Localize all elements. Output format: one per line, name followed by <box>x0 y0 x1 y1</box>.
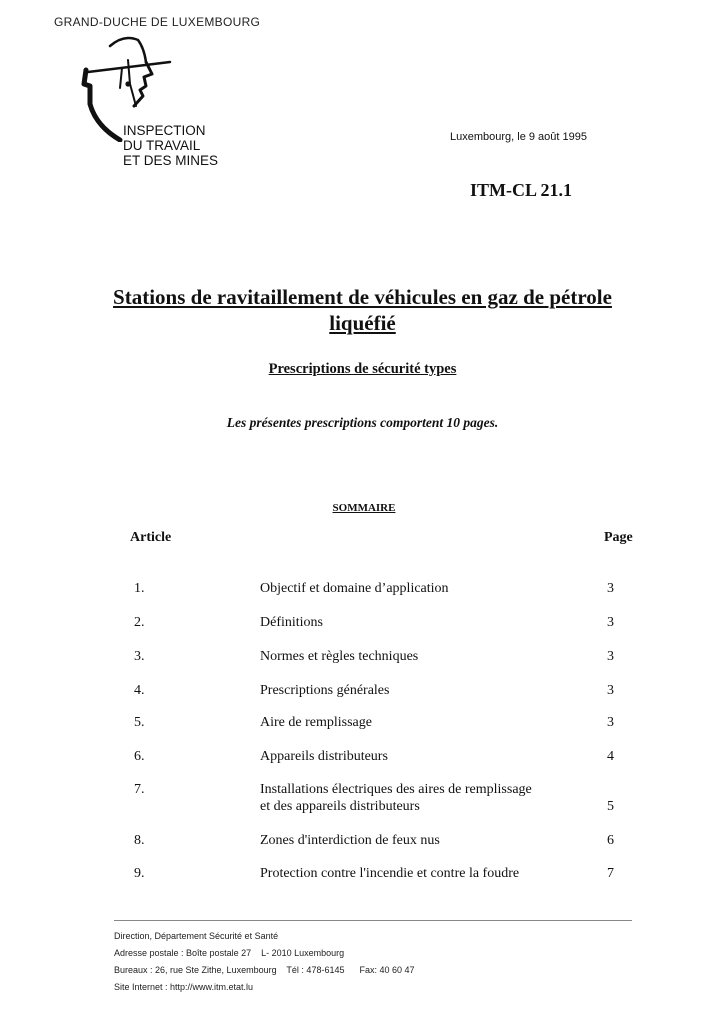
toc-label: Définitions <box>260 615 323 630</box>
footer-line: Bureaux : 26, rue Ste Zithe, Luxembourg Tél : 478-6145 Fax: 40 60 47 <box>114 965 415 975</box>
column-header-page: Page <box>604 530 633 545</box>
toc-number: 6. <box>134 749 145 764</box>
footer-address <box>114 928 415 996</box>
toc-number: 1. <box>134 581 145 596</box>
page-count-note: Les présentes prescriptions comportent 10 pages. <box>226 415 499 430</box>
toc-page: 4 <box>607 749 614 764</box>
toc-label: Appareils distributeurs <box>260 749 388 764</box>
toc-number: 4. <box>134 683 145 698</box>
toc-number: 5. <box>134 715 145 730</box>
toc-page: 6 <box>607 833 614 848</box>
title-line-1: Stations de ravitaillement de véhicules en gaz de pétrole <box>113 285 612 309</box>
toc-page: 3 <box>607 615 614 630</box>
document-title <box>80 284 645 336</box>
toc-page: 7 <box>607 866 614 881</box>
document-reference: ITM-CL 21.1 <box>469 180 572 200</box>
summary-heading: SOMMAIRE <box>332 502 396 514</box>
toc-page: 3 <box>607 715 614 730</box>
footer-website-link[interactable]: Site Internet : http://www.itm.etat.lu <box>114 982 254 992</box>
country-header: GRAND-DUCHE DE LUXEMBOURG <box>54 15 261 29</box>
toc-label: Aire de remplissage <box>260 715 372 730</box>
toc-page: 3 <box>607 649 614 664</box>
footer-divider <box>114 920 632 921</box>
toc-label: Objectif et domaine d’application <box>260 581 449 596</box>
toc-page: 3 <box>607 581 614 596</box>
logo-eye-icon <box>125 81 130 86</box>
logo-line-3: ET DES MINES <box>123 153 219 168</box>
logo-wordmark <box>123 123 218 168</box>
toc-number: 9. <box>134 866 145 881</box>
footer-line: Adresse postale : Boîte postale 27 L- 2010 Luxembourg <box>114 948 345 958</box>
toc-number: 8. <box>134 833 145 848</box>
toc-label: Normes et règles techniques <box>260 649 419 664</box>
column-header-article: Article <box>130 530 172 545</box>
title-line-2: liquéfié <box>329 311 396 335</box>
toc-page: 3 <box>607 683 614 698</box>
toc-label: Prescriptions générales <box>260 683 390 698</box>
toc-number: 3. <box>134 649 145 664</box>
toc-label: Protection contre l'incendie et contre la foudre <box>260 866 520 881</box>
logo-line-1: INSPECTION <box>123 123 206 138</box>
toc-page: 5 <box>607 799 614 814</box>
toc-label: Installations électriques des aires de remplissage et des appareils distributeurs <box>260 782 532 814</box>
toc-number: 2. <box>134 615 145 630</box>
document-date: Luxembourg, le 9 août 1995 <box>450 131 587 143</box>
toc-label: Zones d'interdiction de feux nus <box>260 833 440 848</box>
document-subtitle: Prescriptions de sécurité types <box>268 361 457 377</box>
logo-line-2: DU TRAVAIL <box>123 138 201 153</box>
footer-line: Direction, Département Sécurité et Santé <box>114 931 279 941</box>
toc-number: 7. <box>134 782 145 797</box>
